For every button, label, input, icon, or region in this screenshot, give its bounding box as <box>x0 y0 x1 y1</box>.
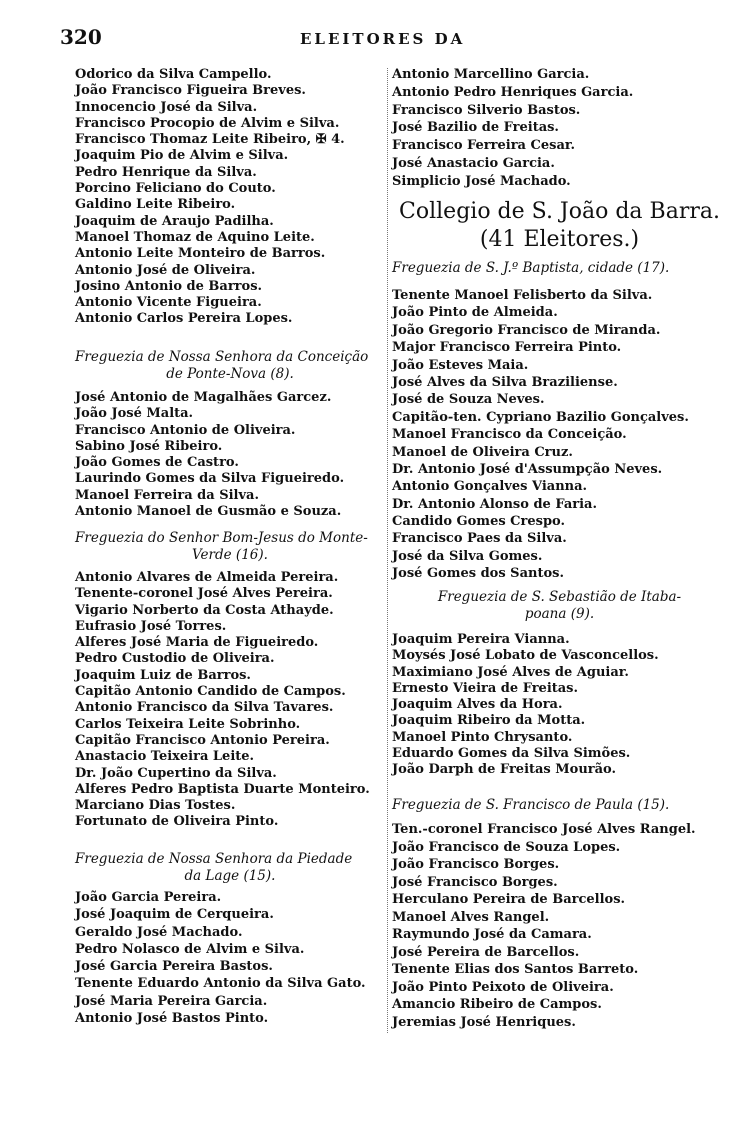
elector-entry: Ernesto Vieira de Freitas. <box>392 680 579 696</box>
elector-entry: Vigario Norberto da Costa Athayde. <box>75 602 334 618</box>
heading-line: Freguezia do Senhor Bom-Jesus do Monte- <box>75 530 368 546</box>
elector-entry: João Garcia Pereira. <box>75 890 222 905</box>
elector-entry: Innocencio José da Silva. <box>75 99 258 115</box>
elector-entry: Alferes Pedro Baptista Duarte Monteiro. <box>75 781 370 797</box>
elector-entry: Marciano Dias Tostes. <box>75 798 236 814</box>
right-list-2 <box>392 287 727 583</box>
elector-entry: João Francisco Borges. <box>392 857 560 872</box>
right-heading-2: Freguezia de S. J.º Baptista, cidade (17). <box>392 260 670 276</box>
elector-entry: Tenente Eduardo Antonio da Silva Gato. <box>75 976 366 992</box>
elector-entry: Francisco Antonio de Oliveira. <box>75 422 296 438</box>
elector-entry: José Garcia Pereira Bastos. <box>75 959 273 975</box>
right-list-1 <box>392 66 727 191</box>
elector-entry: João Darph de Freitas Mourão. <box>392 762 617 778</box>
elector-entry: Joaquim de Araujo Padilha. <box>75 213 274 229</box>
heading-line: poana (9). <box>524 606 595 622</box>
elector-entry: Capitão Antonio Candido de Campos. <box>75 684 346 700</box>
elector-entry: José Anastacio Garcia. <box>392 155 555 171</box>
elector-entry: Antonio José de Oliveira. <box>75 262 256 278</box>
elector-entry: Pedro Henrique da Silva. <box>75 164 257 180</box>
elector-entry: Antonio Marcellino Garcia. <box>392 67 590 82</box>
elector-entry: João Francisco Figueira Breves. <box>75 83 306 99</box>
left-heading-3 <box>75 530 385 564</box>
elector-entry: Anastacio Teixeira Leite. <box>75 749 255 765</box>
right-list-4 <box>392 821 727 1031</box>
elector-entry: Tenente-coronel José Alves Pereira. <box>75 586 333 602</box>
elector-entry: Dr. Antonio Alonso de Faria. <box>392 496 598 512</box>
elector-entry: Moysés José Lobato de Vasconcellos. <box>392 648 659 664</box>
elector-entry: Joaquim Pio de Alvim e Silva. <box>75 148 289 164</box>
elector-entry: Capitão-ten. Cypriano Bazilio Gonçalves. <box>392 409 689 425</box>
elector-entry: José de Souza Neves. <box>392 392 545 408</box>
elector-entry: Joaquim Ribeiro da Motta. <box>392 713 586 729</box>
elector-entry: Capitão Francisco Antonio Pereira. <box>75 732 330 748</box>
left-list-4 <box>75 889 385 1027</box>
elector-entry: José Joaquim de Cerqueira. <box>75 907 274 923</box>
heading-line: de Ponte-Nova (8). <box>166 366 294 382</box>
elector-entry: Tenente Elias dos Santos Barreto. <box>392 962 639 977</box>
college-title: Collegio de S. João da Barra. <box>399 199 720 224</box>
elector-entry: Francisco Thomaz Leite Ribeiro, ✠ 4. <box>75 132 345 148</box>
elector-entry: Major Francisco Ferreira Pinto. <box>392 340 622 356</box>
left-list-3 <box>75 570 385 831</box>
elector-entry: Pedro Custodio de Oliveira. <box>75 651 275 667</box>
elector-entry: Antonio Carlos Pereira Lopes. <box>75 311 293 327</box>
column-divider <box>387 68 388 1033</box>
elector-entry: Pedro Nolasco de Alvim e Silva. <box>75 941 305 957</box>
elector-entry: Maximiano José Alves de Aguiar. <box>392 664 629 680</box>
elector-entry: João Pinto de Almeida. <box>392 305 558 321</box>
elector-entry: Antonio Alvares de Almeida Pereira. <box>75 570 339 585</box>
elector-entry: Ten.-coronel Francisco José Alves Rangel. <box>392 822 696 837</box>
right-list-3 <box>392 632 727 779</box>
elector-entry: Fortunato de Oliveira Pinto. <box>75 814 279 830</box>
elector-entry: Carlos Teixeira Leite Sobrinho. <box>75 716 301 732</box>
elector-entry: Manoel Alves Rangel. <box>392 909 550 925</box>
elector-entry: Eufrasio José Torres. <box>75 618 227 634</box>
running-title: ELEITORES DA <box>300 30 466 48</box>
elector-entry: Eduardo Gomes da Silva Simões. <box>392 746 631 762</box>
elector-entry: Dr. Antonio José d'Assumpção Neves. <box>392 461 663 477</box>
elector-entry: Joaquim Alves da Hora. <box>392 697 563 713</box>
elector-entry: Joaquim Luiz de Barros. <box>75 667 251 683</box>
elector-entry: Manoel de Oliveira Cruz. <box>392 444 573 460</box>
elector-entry: Josino Antonio de Barros. <box>75 278 263 294</box>
elector-entry: Geraldo José Machado. <box>75 924 243 940</box>
elector-entry: Antonio Gonçalves Vianna. <box>392 479 588 495</box>
elector-entry: João Esteves Maia. <box>392 357 529 373</box>
elector-entry: Galdino Leite Ribeiro. <box>75 197 236 213</box>
elector-entry: Francisco Silverio Bastos. <box>392 102 581 118</box>
elector-entry: José Pereira de Barcellos. <box>392 944 580 960</box>
elector-entry: Herculano Pereira de Barcellos. <box>392 892 626 907</box>
page-number: 320 <box>60 25 102 49</box>
elector-entry: Laurindo Gomes da Silva Figueiredo. <box>75 471 345 487</box>
right-heading-3 <box>392 589 727 623</box>
heading-line: Freguezia de Nossa Senhora da Conceição <box>75 349 369 365</box>
elector-entry: Antonio Francisco da Silva Tavares. <box>75 700 334 716</box>
right-heading-4: Freguezia de S. Francisco de Paula (15). <box>392 797 670 813</box>
elector-entry: João Francisco de Souza Lopes. <box>392 839 621 855</box>
elector-entry: José Maria Pereira Garcia. <box>75 993 268 1009</box>
elector-entry: Manoel Francisco da Conceição. <box>392 427 627 443</box>
elector-entry: Antonio Manoel de Gusmão e Souza. <box>75 504 342 520</box>
elector-entry: Porcino Feliciano do Couto. <box>75 181 276 197</box>
left-list-2 <box>75 390 385 520</box>
left-heading-4 <box>75 851 385 885</box>
elector-entry: Raymundo José da Camara. <box>392 927 592 942</box>
elector-entry: Sabino José Ribeiro. <box>75 438 223 454</box>
elector-entry: Antonio Pedro Henriques Garcia. <box>392 84 634 100</box>
elector-entry: Antonio José Bastos Pinto. <box>75 1011 269 1027</box>
elector-entry: José da Silva Gomes. <box>392 548 543 564</box>
elector-entry: João Pinto Peixoto de Oliveira. <box>392 979 614 995</box>
elector-entry: Jeremias José Henriques. <box>392 1014 576 1030</box>
heading-line: Verde (16). <box>192 547 268 563</box>
elector-entry: Tenente Manoel Felisberto da Silva. <box>392 288 653 303</box>
college-count: (41 Eleitores.) <box>479 227 640 252</box>
elector-entry: Francisco Paes da Silva. <box>392 531 567 547</box>
elector-entry: Candido Gomes Crespo. <box>392 514 566 530</box>
elector-entry: José Bazilio de Freitas. <box>392 120 559 136</box>
elector-entry: Odorico da Silva Campello. <box>75 67 272 82</box>
elector-entry: José Antonio de Magalhães Garcez. <box>75 390 332 405</box>
elector-entry: João Gregorio Francisco de Miranda. <box>392 322 661 338</box>
elector-entry: Manoel Ferreira da Silva. <box>75 487 259 503</box>
heading-line: Freguezia de Nossa Senhora da Piedade <box>75 851 353 867</box>
elector-entry: José Francisco Borges. <box>392 874 558 890</box>
elector-entry: José Gomes dos Santos. <box>392 566 564 582</box>
elector-entry: Antonio Leite Monteiro de Barros. <box>75 246 326 262</box>
elector-entry: Francisco Ferreira Cesar. <box>392 138 576 154</box>
elector-entry: Manoel Thomaz de Aquino Leite. <box>75 229 315 245</box>
elector-entry: Amancio Ribeiro de Campos. <box>392 997 602 1012</box>
elector-entry: Antonio Vicente Figueira. <box>75 295 262 311</box>
elector-entry: José Alves da Silva Braziliense. <box>392 374 618 390</box>
left-heading-2 <box>75 349 385 383</box>
elector-entry: Simplicio José Machado. <box>392 173 571 189</box>
elector-entry: Alferes José Maria de Figueiredo. <box>75 635 319 651</box>
elector-entry: Dr. João Cupertino da Silva. <box>75 765 277 781</box>
heading-line: da Lage (15). <box>184 868 276 884</box>
heading-line: Freguezia de S. Sebastião de Itaba- <box>437 589 682 605</box>
elector-entry: João José Malta. <box>75 406 194 422</box>
elector-entry: Joaquim Pereira Vianna. <box>392 632 570 647</box>
elector-entry: João Gomes de Castro. <box>75 455 239 471</box>
elector-entry: Manoel Pinto Chrysanto. <box>392 729 573 745</box>
left-list-1 <box>75 67 385 328</box>
elector-entry: Francisco Procopio de Alvim e Silva. <box>75 115 340 131</box>
